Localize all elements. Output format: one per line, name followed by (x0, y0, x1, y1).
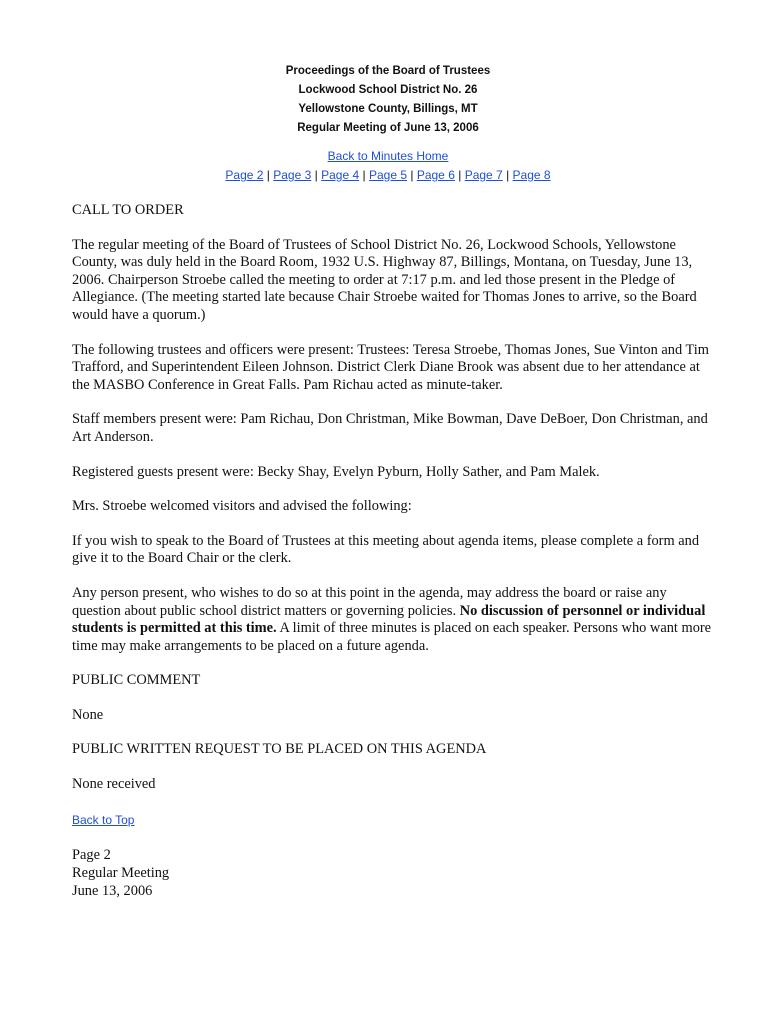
footer-page-number: Page 2 (72, 846, 111, 863)
public-address-paragraph (72, 585, 712, 655)
header-meeting: Regular Meeting of June 13, 2006 (297, 122, 479, 134)
header-location: Yellowstone County, Billings, MT (298, 103, 478, 115)
document-header (64, 62, 712, 138)
back-to-top-link[interactable]: Back to Top (72, 812, 135, 827)
guests-present-paragraph: Registered guests present were: Becky Shay, Evelyn Pyburn, Holly Sather, and Pam Malek. (72, 463, 600, 480)
nav-separator: | (458, 168, 462, 182)
page-6-link[interactable]: Page 6 (416, 168, 455, 182)
public-address-limit-text: A limit of three minutes is placed on each speaker. Persons who want more time may make arrangements to be placed on a future agenda. (72, 620, 712, 654)
written-request-text: None received (72, 776, 156, 793)
staff-present-paragraph: Staff members present were: Pam Richau, Don Christman, Mike Bowman, Dave DeBoer, Don Christman, and Art Anderson. (72, 411, 708, 445)
page-3-link[interactable]: Page 3 (273, 168, 312, 182)
written-request-heading: PUBLIC WRITTEN REQUEST TO BE PLACED ON THIS AGENDA (72, 741, 487, 758)
minutes-body (72, 202, 712, 794)
page-footer (72, 846, 712, 900)
page-8-link[interactable]: Page 8 (512, 168, 551, 182)
footer-date: June 13, 2006 (72, 882, 153, 899)
back-to-top-container (72, 811, 712, 829)
public-comment-heading: PUBLIC COMMENT (72, 672, 201, 689)
document-page (72, 62, 712, 900)
speak-instructions-paragraph: If you wish to speak to the Board of Trustees at this meeting about agenda items, please complete a form and give it to the Board Chair or the clerk. (72, 532, 700, 567)
call-to-order-paragraph: The regular meeting of the Board of Trustees of School District No. 26, Lockwood Schools, Yellowstone County, was duly held in the Board Room, 1932 U.S. Highway 87, Billings, Montana, on Tuesday, June 13, 2006. Chairperson Stroebe called the meeting to order at 7:17 p.m. and led those present in the Pledge of Allegiance. (The meeting started late because Chair Stroebe waited for Thomas Jones to arrive, so the Board would have a quorum.) (72, 236, 697, 323)
header-title: Proceedings of the Board of Trustees (285, 65, 491, 77)
nav-separator: | (266, 168, 270, 182)
trustees-present-paragraph: The following trustees and officers were present: Trustees: Teresa Stroebe, Thomas Jones, Sue Vinton and Tim Trafford, and Superintendent Eileen Johnson. District Clerk Diane Brook was absent due to her attendance at the MASBO Conference in Great Falls. Pam Richau acted as minute-taker. (72, 341, 709, 393)
page-navigation (64, 147, 712, 185)
footer-meeting-type: Regular Meeting (72, 864, 170, 881)
public-address-restriction: No discussion of personnel or individual students is permitted at this time. (72, 602, 706, 637)
public-address-text: Any person present, who wishes to do so at this point in the agenda, may address the board or raise any question about public school district matters or governing policies. (72, 584, 667, 619)
call-to-order-heading: CALL TO ORDER (72, 202, 184, 218)
welcome-paragraph: Mrs. Stroebe welcomed visitors and advised the following: (72, 498, 412, 515)
page-2-link[interactable]: Page 2 (225, 168, 264, 182)
page-4-link[interactable]: Page 4 (321, 168, 360, 182)
back-to-minutes-home-link[interactable]: Back to Minutes Home (327, 149, 449, 163)
public-comment-text: None (72, 706, 104, 723)
page-5-link[interactable]: Page 5 (368, 168, 408, 182)
page-7-link[interactable]: Page 7 (464, 168, 503, 182)
nav-separator: | (362, 168, 366, 182)
nav-separator: | (410, 168, 414, 182)
nav-separator: | (314, 168, 318, 182)
nav-separator: | (506, 168, 510, 182)
header-district: Lockwood School District No. 26 (298, 84, 478, 96)
